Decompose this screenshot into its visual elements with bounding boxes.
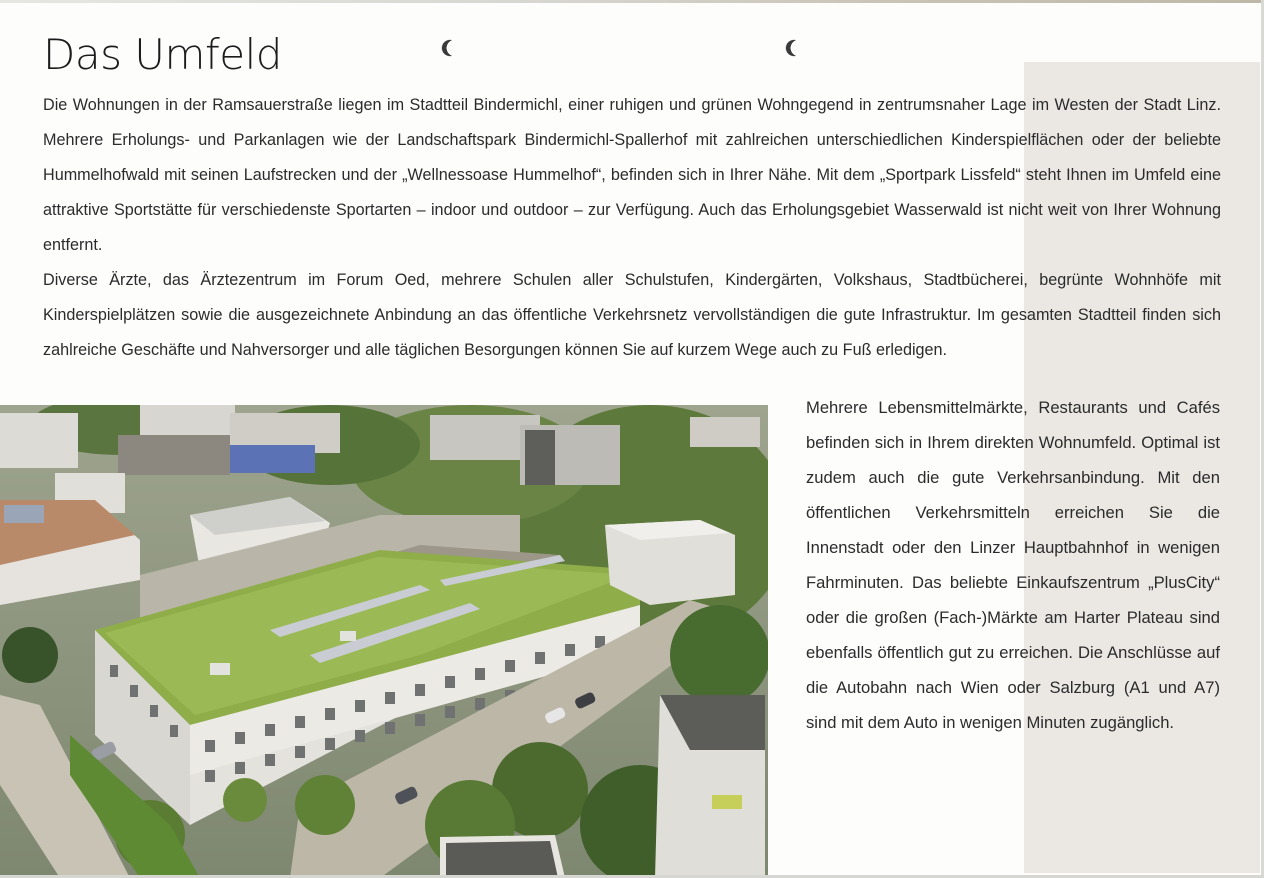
aerial-photo — [0, 405, 768, 878]
side-text — [806, 390, 1220, 740]
page-title: Das Umfeld — [43, 30, 282, 79]
aerial-photo-illustration — [0, 405, 768, 878]
side-paragraph: Mehrere Lebensmittelmärkte, Restaurants und Cafés befinden sich in Ihrem direkten Wohnumfeld. Optimal ist zudem auch die gute Verkehrsanbindung. Mit den öffentlichen Verkehrsmitteln erreichen Sie die Innenstadt oder den Linzer Hauptbahnhof in wenigen Fahrminuten. Das beliebte Einkaufszentrum „PlusCity“ oder die großen (Fach-)Märkte am Harter Plateau sind ebenfalls öffentlich gut zu erreichen. Die Anschlüsse auf die Autobahn nach Wien oder Salzburg (A1 und A7) sind mit dem Auto in wenigen Minuten zugänglich. — [806, 398, 1220, 732]
intro-text — [43, 88, 1221, 368]
punch-hole-icon — [785, 36, 805, 60]
intro-paragraph-2: Diverse Ärzte, das Ärztezentrum im Forum Oed, mehrere Schulen aller Schulstufen, Kindergärten, Volkshaus, Stadtbücherei, begrünte Wohnhöfe mit Kinderspielplätzen sowie die ausgezeichnete Anbindung an das öffentliche Verkehrsnetz vervollständigen die gute Infrastruktur. Im gesamten Stadtteil finden sich zahlreiche Geschäfte und Nahversorger und alle täglichen Besorgungen können Sie auf kurzem Wege auch zu Fuß erledigen. — [43, 271, 1221, 359]
intro-paragraph-1: Die Wohnungen in der Ramsauerstraße liegen im Stadtteil Bindermichl, einer ruhigen und grünen Wohngegend in zentrumsnaher Lage im Westen der Stadt Linz. Mehrere Erholungs- und Parkanlagen wie der Landschaftspark Bindermichl-Spallerhof mit zahlreichen unterschiedlichen Kinderspielflächen oder der beliebte Hummelhofwald mit seinen Laufstrecken und der „Wellnessoase Hummelhof“, befinden sich in Ihrer Nähe. Mit dem „Sportpark Lissfeld“ steht Ihnen im Umfeld eine attraktive Sportstätte für verschiedenste Sportarten – indoor und outdoor – zur Verfügung. Auch das Erholungsgebiet Wasserwald ist nicht weit von Ihrer Wohnung entfernt. — [43, 96, 1221, 254]
punch-hole-icon — [441, 36, 461, 60]
page-top-edge — [0, 0, 1264, 3]
